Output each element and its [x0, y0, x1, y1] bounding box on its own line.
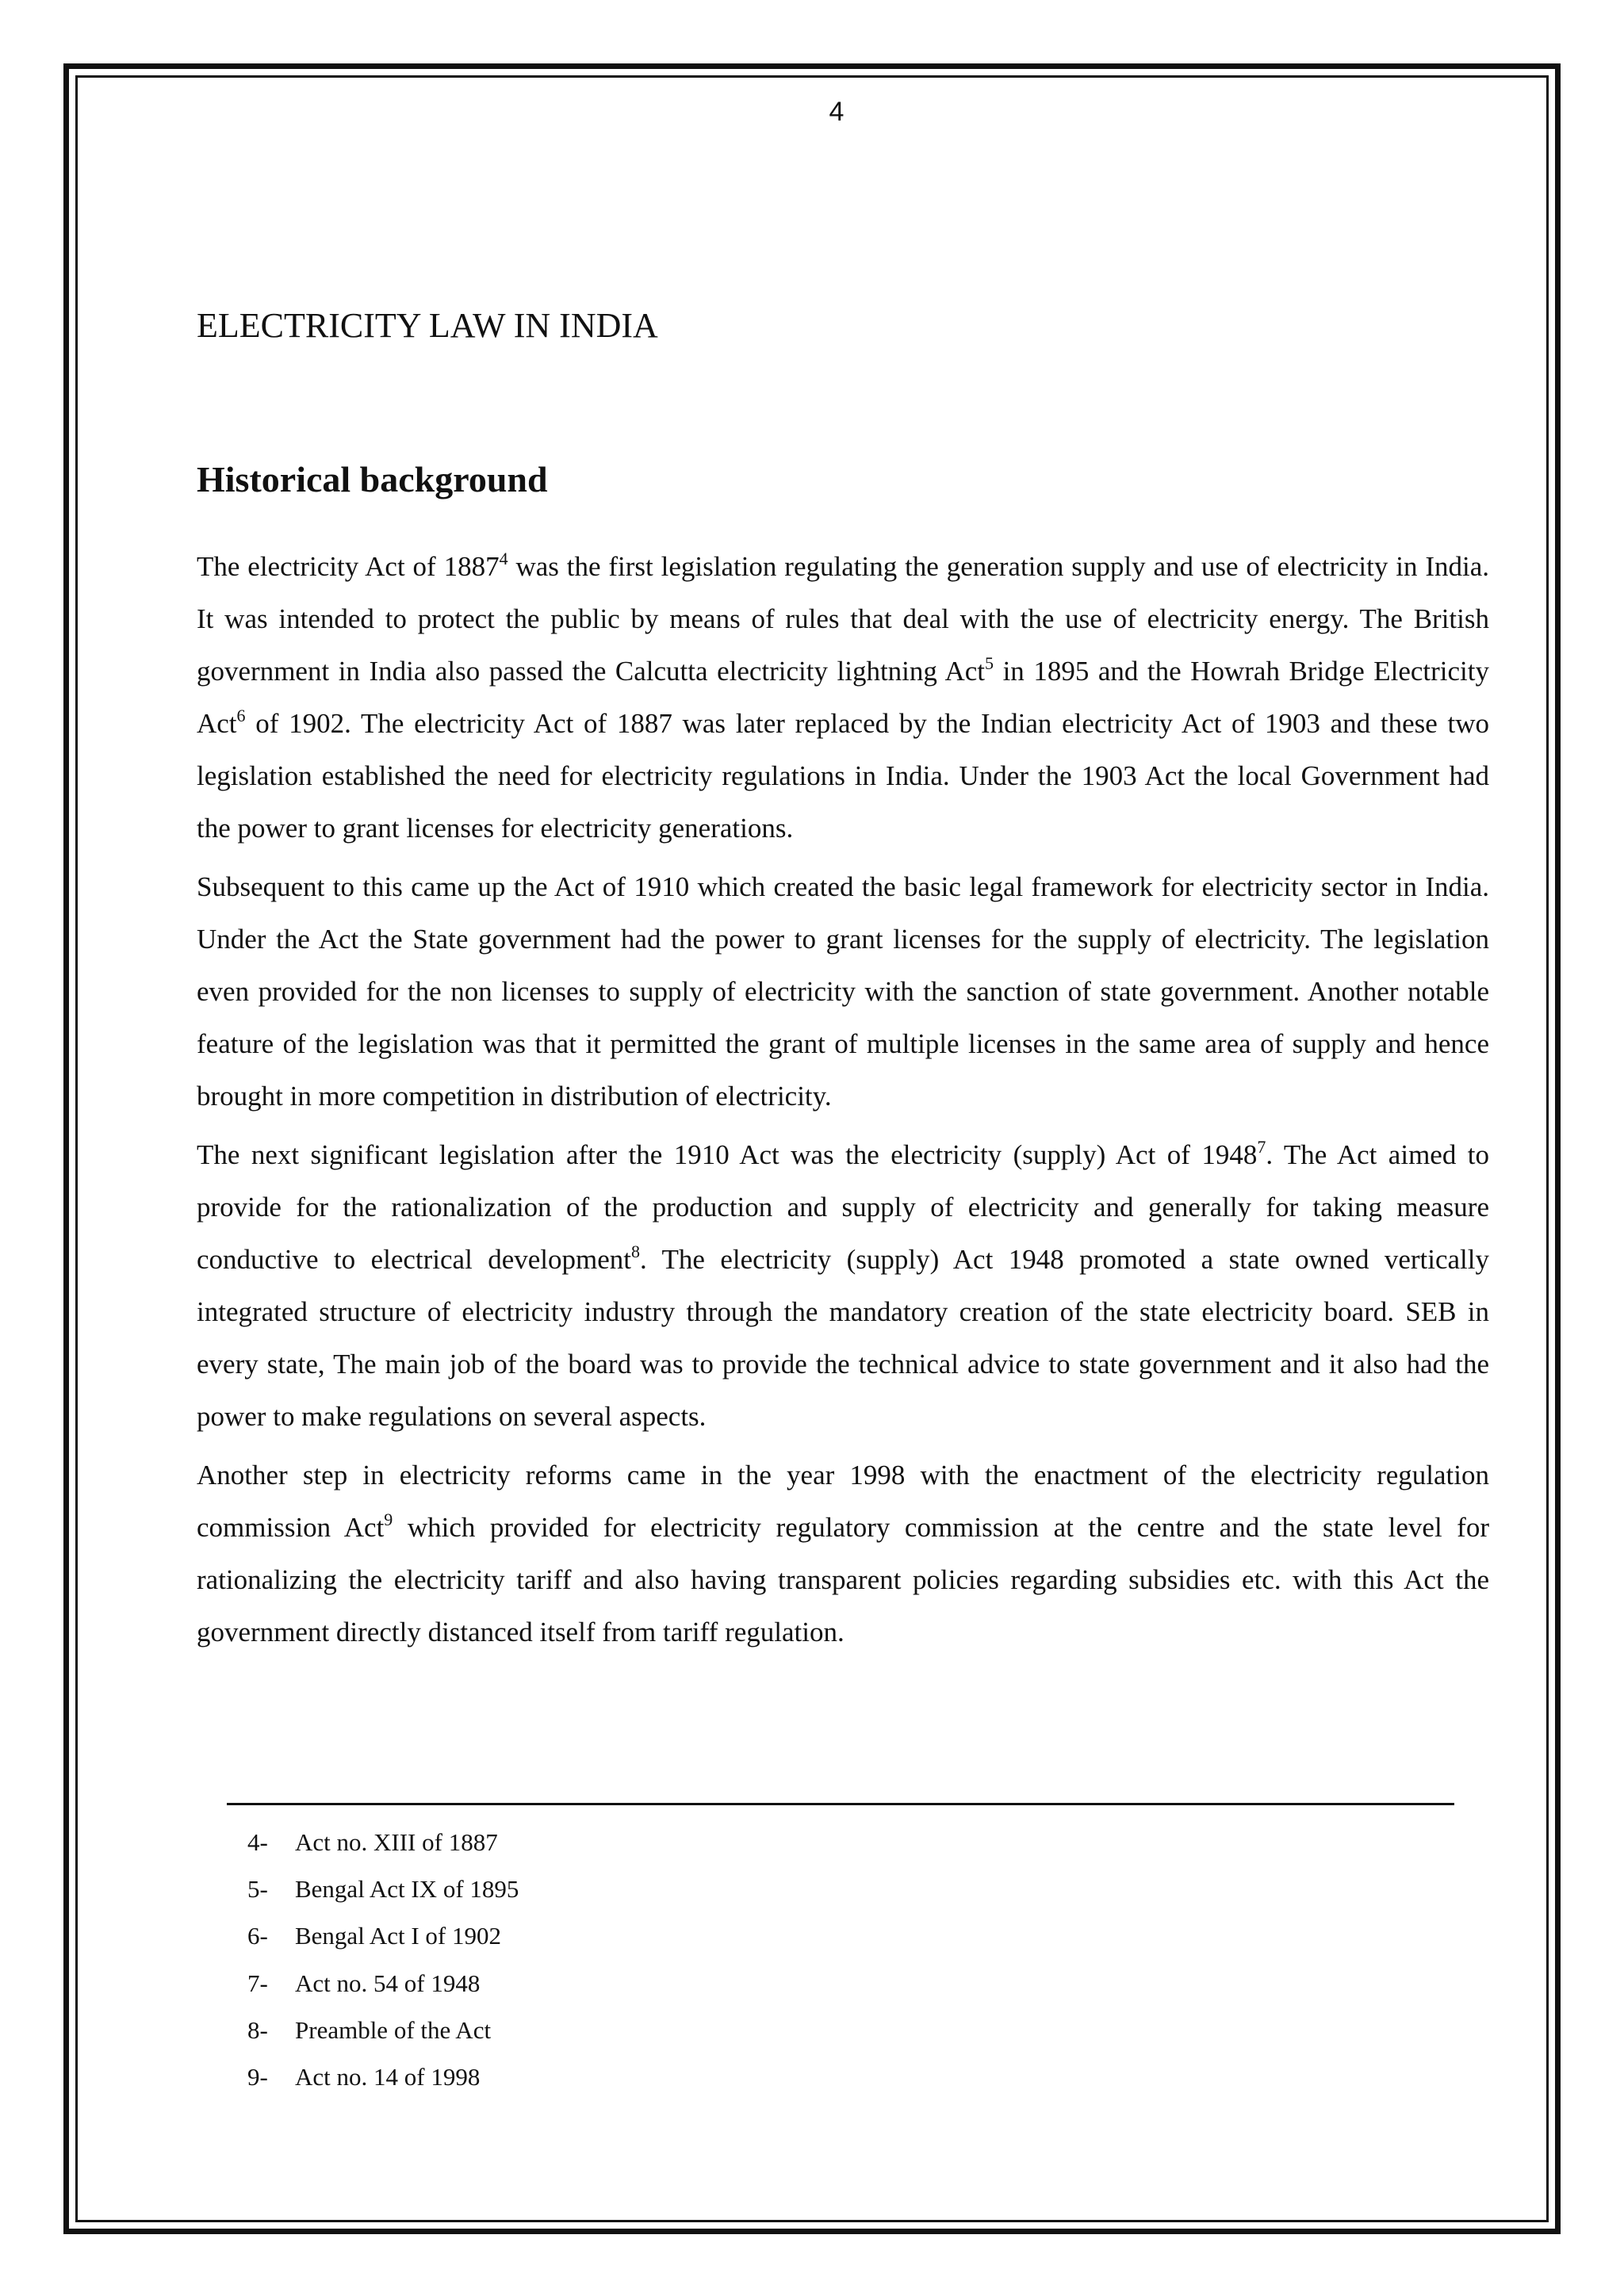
paragraph-text: . The electricity (supply) Act 1948 promoted a state owned vertically integrated structure of electricity industry through the mandatory creation of the state electricity board. SEB in every state, The main job of the board was to provide the technical advice to state government and it also had the power to make regulations on several aspects.	[197, 1244, 1490, 1432]
footnote-marker: 6	[236, 706, 246, 725]
footnote-text: Bengal Act IX of 1895	[295, 1875, 519, 1904]
footnote-text: Act no. XIII of 1887	[295, 1828, 498, 1856]
footnote-number: 7-	[247, 1969, 268, 1997]
footnote-text: Act no. 54 of 1948	[295, 1969, 481, 1997]
footnote-number: 8-	[247, 2015, 268, 2044]
footnote	[247, 1960, 519, 2007]
footnote-number: 6-	[247, 1922, 268, 1950]
paragraph	[197, 1129, 1489, 1443]
footnote-text: Bengal Act I of 1902	[295, 1922, 502, 1950]
paragraph-text: Another step in electricity reforms came in the year 1998 with the enactment of the electricity regulation commission Act	[197, 1460, 1489, 1543]
paragraph-text: . The Act aimed to provide for the rationalization of the production and supply of electricity and generally for taking measure conductive to electrical development	[197, 1139, 1489, 1275]
footnote-number: 9-	[247, 2063, 268, 2091]
paragraph-text: Subsequent to this came up the Act of 1910 which created the basic legal framework for electricity sector in India. Under the Act the State government had the power to grant licenses for the supply of electricity. The legislation even provided for the non licenses to supply of electricity with the sanction of state government. Another notable feature of the legislation was that it permitted the grant of multiple licenses in the same area of supply and hence brought in more competition in distribution of electricity.	[197, 871, 1489, 1112]
footnotes-list	[247, 1819, 519, 2100]
footnote-marker: 8	[631, 1242, 640, 1261]
footnote-text: Preamble of the Act	[295, 2015, 492, 2044]
paragraph-text: The electricity Act of 1887	[197, 551, 500, 582]
paragraph-text: was the first legislation regulating the generation supply and use of electricity in India. It was intended to protect the public by means of rules that deal with the use of electricity energy. The British government in India also passed the Calcutta electricity lightning Act	[197, 551, 1489, 687]
footnote-text: Act no. 14 of 1998	[295, 2063, 481, 2091]
footnote-number: 5-	[247, 1875, 268, 1904]
footnote-marker: 9	[384, 1510, 393, 1529]
paragraph	[197, 861, 1489, 1123]
body-text	[197, 541, 1489, 1665]
footnote-marker: 7	[1257, 1137, 1266, 1157]
section-heading: Historical background	[197, 459, 548, 499]
paragraph-text: which provided for electricity regulatory commission at the centre and the state level for rationalizing the electricity tariff and also having transparent policies regarding subsidies etc. with this Act the government directly distanced itself from tariff regulation.	[197, 1512, 1489, 1647]
page-title: ELECTRICITY LAW IN INDIA	[197, 306, 658, 345]
paragraph	[197, 541, 1489, 855]
paragraph-text: The next significant legislation after the 1910 Act was the electricity (supply) Act of 1948	[197, 1139, 1258, 1170]
footnote	[247, 1819, 519, 1866]
footnote	[247, 2007, 519, 2053]
footnote	[247, 2053, 519, 2100]
footnote-marker: 5	[985, 653, 994, 673]
footnote-number: 4-	[247, 1828, 268, 1856]
footnote-marker: 4	[499, 549, 508, 568]
footnote	[247, 1912, 519, 1959]
paragraph-text: in 1895 and the Howrah Bridge Electricity Act	[197, 656, 1490, 739]
footnote-divider	[227, 1803, 1454, 1805]
page-number: 4	[829, 97, 845, 127]
paragraph-text: of 1902. The electricity Act of 1887 was later replaced by the Indian electricity Act of 1903 and these two legislation established the need for electricity regulations in India. Under the 1903 Act the local Government had the power to grant licenses for electricity generations.	[197, 708, 1489, 844]
paragraph	[197, 1449, 1489, 1659]
footnote	[247, 1866, 519, 1912]
